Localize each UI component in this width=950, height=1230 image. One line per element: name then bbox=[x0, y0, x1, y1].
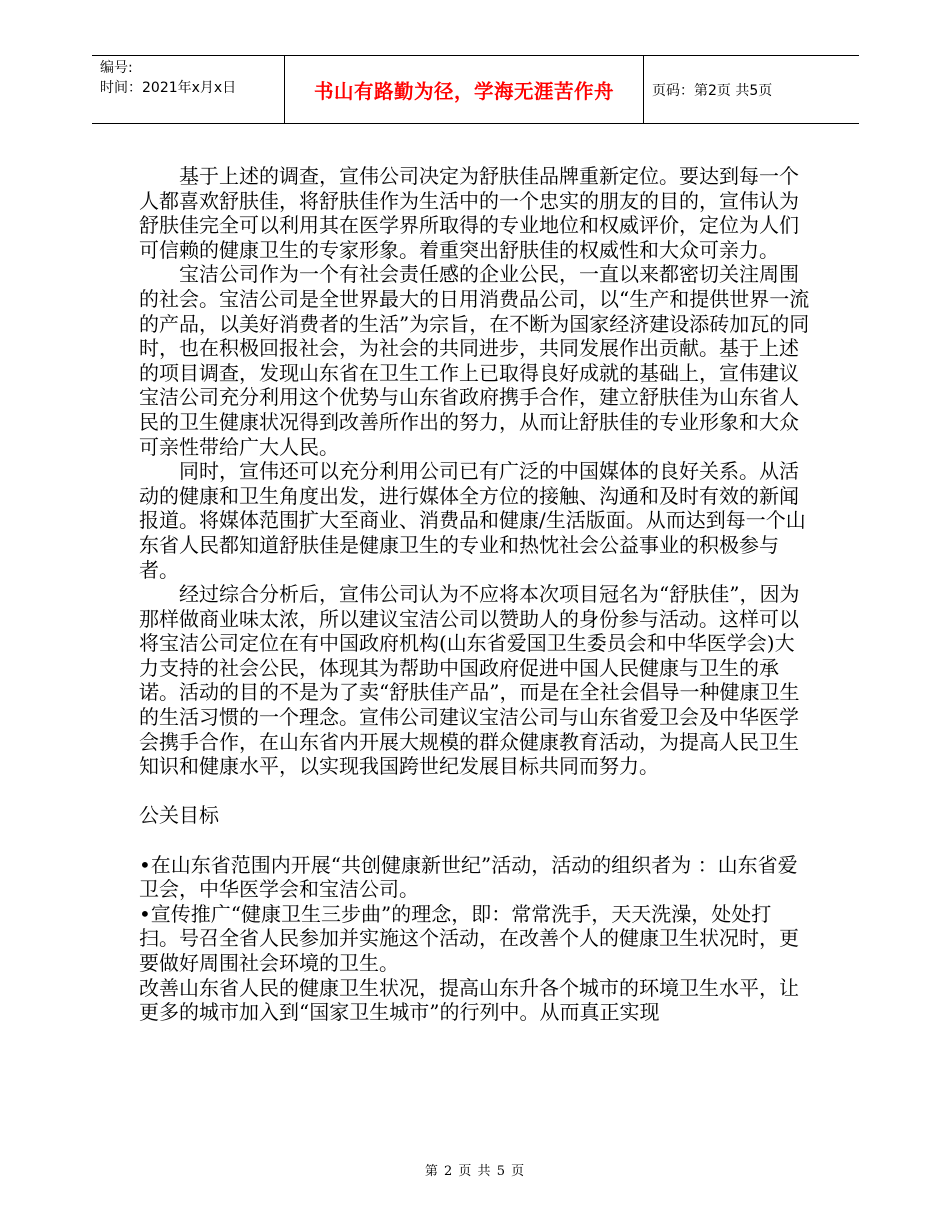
section-heading: 公关目标 bbox=[139, 803, 219, 828]
document-body bbox=[139, 164, 811, 1025]
header-motto: 书山有路勤为径，学海无涯苦作舟 bbox=[285, 56, 644, 123]
date-label: 时间：2021年x月x日 bbox=[100, 80, 237, 96]
header-page-info: 页码：第2页 共5页 bbox=[652, 82, 773, 99]
doc-number-label: 编号: bbox=[100, 60, 133, 76]
paragraph-3: 同时，宣伟还可以充分利用公司已有广泛的中国媒体的良好关系。从活动的健康和卫生角度出发，进行媒体全方位的接触、沟通和及时有效的新闻报道。将媒体范围扩大至商业、消费品和健康/生活版面。从而达到每一个山东省人民都知道舒肤佳是健康卫生的专业和热忱社会公益事业的积极参与者。 bbox=[139, 459, 806, 582]
paragraph-2: 宝洁公司作为一个有社会责任感的企业公民，一直以来都密切关注周围的社会。宝洁公司是全世界最大的日用消费品公司，以“生产和提供世界一流的产品，以美好消费者的生活”为宗旨，在不断为国家经济建设添砖加瓦的同时，也在积极回报社会，为社会的共同进步，共同发展作出贡献。基于上述的项目调查，发现山东省在卫生工作上已取得良好成就的基础上，宣伟建议宝洁公司充分利用这个优势与山东省政府携手合作，建立舒肤佳为山东省人民的卫生健康状况得到改善所作出的努力，从而让舒肤佳的专业形象和大众可亲性带给广大人民。 bbox=[139, 262, 810, 459]
closing-paragraph: 改善山东省人民的健康卫生状况，提高山东升各个城市的环境卫生水平，让更多的城市加入到“国家卫生城市”的行列中。从而真正实现 bbox=[139, 975, 799, 1025]
bullet-item-2: •宣传推广“健康卫生三步曲”的理念，即：常常洗手，天天洗澡，处处打扫。号召全省人民参加并实施这个活动，在改善个人的健康卫生状况时，更要做好周围社会环境的卫生。 bbox=[139, 901, 799, 975]
paragraph-4: 经过综合分析后，宣伟公司认为不应将本次项目冠名为“舒肤佳”，因为那样做商业味太浓，所以建议宝洁公司以赞助人的身份参与活动。这样可以将宝洁公司定位在有中国政府机构(山东省爱国卫生委员会和中华医学会)大力支持的社会公民，体现其为帮助中国政府促进中国人民健康与卫生的承诺。活动的目的不是为了卖“舒肤佳产品”，而是在全社会倡导一种健康卫生的生活习惯的一个理念。宣伟公司建议宝洁公司与山东省爱卫会及中华医学会携手合作，在山东省内开展大规模的群众健康教育活动，为提高人民卫生知识和健康水平，以实现我国跨世纪发展目标共同而努力。 bbox=[139, 582, 800, 779]
header-meta bbox=[92, 56, 285, 123]
spacer bbox=[139, 779, 811, 804]
page-footer: 第 2 页 共 5 页 bbox=[424, 1164, 526, 1179]
spacer bbox=[139, 828, 811, 853]
bullet-item-1: •在山东省范围内开展“共创健康新世纪”活动，活动的组织者为 ：山东省爱卫会，中华医学会和宝洁公司。 bbox=[139, 852, 798, 902]
paragraph-1: 基于上述的调查，宣伟公司决定为舒肤佳品牌重新定位。要达到每一个人都喜欢舒肤佳，将舒肤佳作为生活中的一个忠实的朋友的目的，宣伟认为舒肤佳完全可以利用其在医学界所取得的专业地位和权威评价，定位为人们可信赖的健康卫生的专家形象。着重突出舒肤佳的权威性和大众可亲力。 bbox=[139, 164, 799, 262]
page-header bbox=[92, 55, 859, 124]
